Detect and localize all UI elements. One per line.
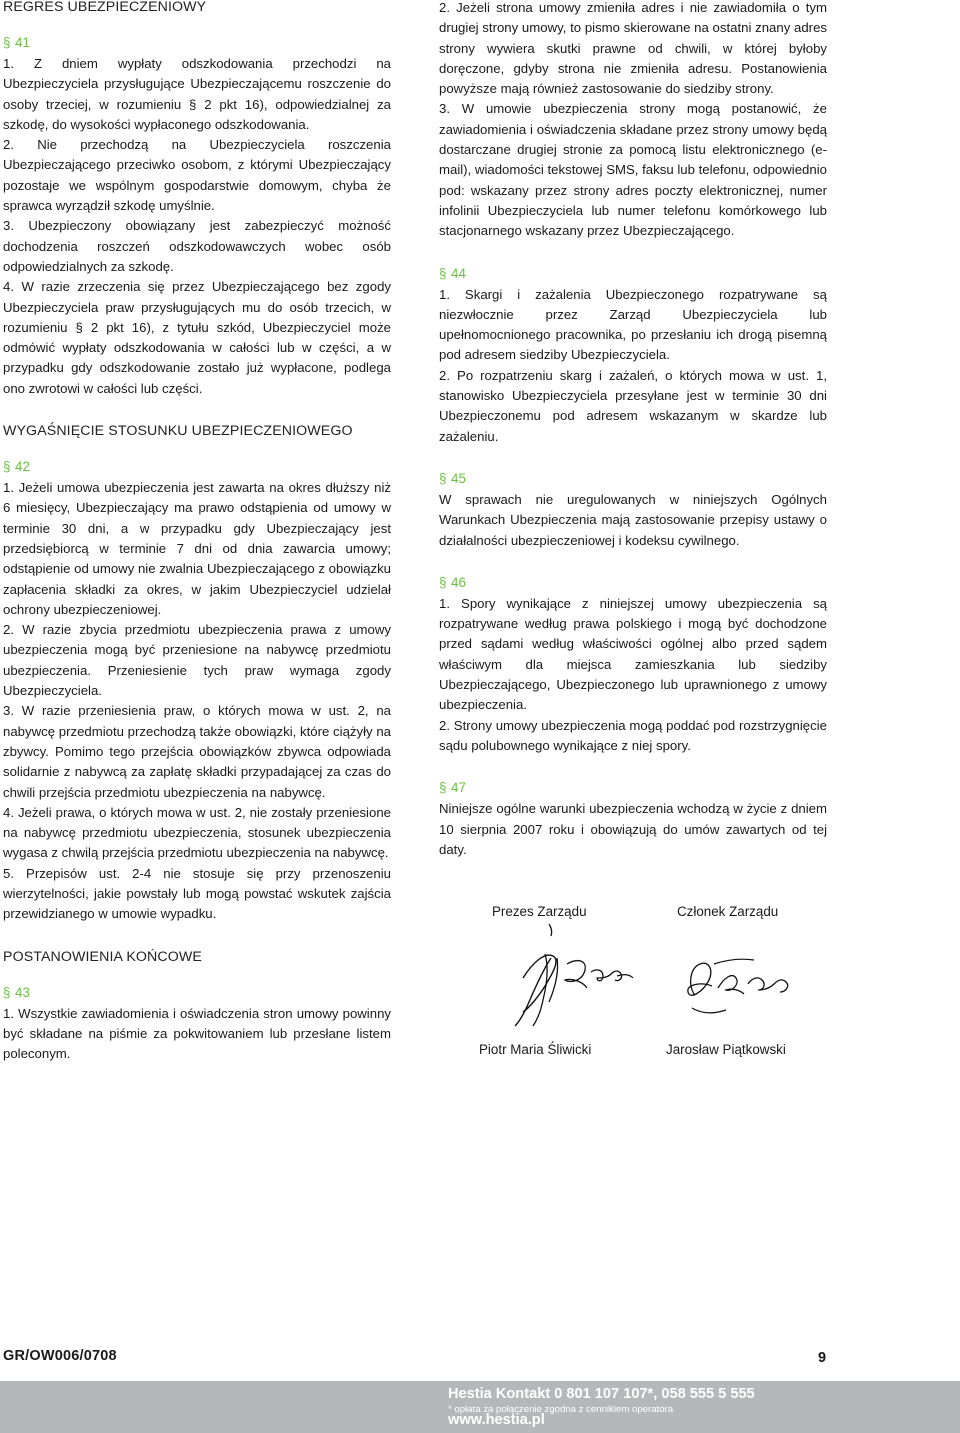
section-44-p1: 1. Skargi i zażalenia Ubezpieczonego rozpatrywane są niezwłocznie przez Zarząd Ubezpieczyciela lub upełnomocnionego pracownika, po przesłaniu ich drogą pisemną pod adresem siedziby Ubezpieczyciela. (439, 286, 827, 363)
signature-title-president: Prezes Zarządu (492, 904, 587, 919)
document-code: GR/OW006/0708 (3, 1348, 117, 1364)
signature-name-president: Piotr Maria Śliwicki (479, 1042, 592, 1057)
section-43-p2: 2. Jeżeli strona umowy zmieniła adres i nie zawiadomiła o tym drugiej strony umowy, to pismo skierowane na ostatni znany adres strony wywiera skutki prawne od chwili, w której byłoby doręczone, gdyby strona nie zmieniła adresu. Postanowienia powyższe mają również zastosowanie do siedziby strony. (439, 0, 827, 97)
section-42-p3: 3. W razie przeniesienia praw, o których mowa w ust. 2, na nabywcę przedmiotu przechodzą także obowiązki, które ciążyły na zbywcy. Pomimo tego przejścia obowiązków zbywca odpowiada solidarnie z nabywcą za zapłatę składki przypadającej za czas do chwili przejścia przedmiotu ubezpieczenia na nabywcę. (3, 703, 391, 800)
section-symbol: § (3, 459, 11, 475)
section-47-number: § 47 (439, 778, 827, 798)
section-42-p2: 2. W razie zbycia przedmiotu ubezpieczenia prawa z umowy ubezpieczenia mogą być przeniesione na nabywcę przedmiotu ubezpieczenia. Przeniesienie tych praw wymaga zgody Ubezpieczyciela. (3, 622, 391, 699)
footer-website-link[interactable]: www.hestia.pl (448, 1412, 545, 1428)
section-43-p1: 1. Wszystkie zawiadomienia i oświadczenia stron umowy powinny być składane na piśmie za pokwitowaniem lub przesłane listem poleconym. (3, 1005, 391, 1062)
heading-regres: REGRES UBEZPIECZENIOWY (3, 0, 207, 15)
signature-name-member: Jarosław Piątkowski (666, 1042, 786, 1057)
section-44-p2: 2. Po rozpatrzeniu skarg i zażaleń, o których mowa w ust. 1, stanowisko Ubezpieczyciela przesyłane jest w terminie 30 dni Ubezpieczonemu pod adresem wskazanym w skardze lub zażaleniu. (439, 367, 827, 444)
right-column (439, 0, 827, 860)
footer-band (0, 1381, 960, 1433)
section-46-p1: 1. Spory wynikające z niniejszej umowy ubezpieczenia są rozpatrywane według prawa polskiego i mogą być dochodzone przed sądami według właściwości ogólnej albo przed sądem właściwym dla miejsca zamieszkania lub siedziby Ubezpieczającego, Ubezpieczonego lub uprawnionego z umowy ubezpieczenia. (439, 595, 827, 713)
heading-wygasniecie: WYGAŚNIĘCIE STOSUNKU UBEZPIECZENIOWEGO (3, 423, 353, 440)
section-symbol: § (3, 984, 11, 1000)
section-46-p2: 2. Strony umowy ubezpieczenia mogą poddać pod rozstrzygnięcie sądu polubownego wynikające z niej spory. (439, 717, 827, 753)
footer-contact: Hestia Kontakt 0 801 107 107*, 058 555 5 555 (448, 1386, 755, 1402)
section-44-number: § 44 (439, 264, 827, 284)
signature-left-handwriting (499, 918, 649, 1038)
section-41-p3: 3. Ubezpieczony obowiązany jest zabezpieczyć możność dochodzenia roszczeń odszkodowawczych wobec osób odpowiedzialnych za szkodę. (3, 218, 391, 274)
section-46-number: § 46 (439, 573, 827, 593)
left-column (3, 0, 391, 1064)
section-41-number: § 41 (3, 33, 391, 53)
signature-title-member: Członek Zarządu (677, 904, 779, 919)
section-45-number: § 45 (439, 469, 827, 489)
footer-note: * opłata za połączenie zgodna z cennikiem operatora (448, 1404, 674, 1415)
section-symbol: § (3, 35, 11, 50)
signature-right-handwriting (674, 934, 814, 1034)
section-42-p1: 1. Jeżeli umowa ubezpieczenia jest zawarta na okres dłuższy niż 6 miesięcy, Ubezpieczający ma prawo odstąpienia od umowy w terminie 30 dni, a w przypadku gdy Ubezpieczający jest przedsiębiorcą w terminie 7 dni od dnia zawarcia umowy; odstąpienie od umowy nie zwalnia Ubezpieczającego z obowiązku zapłacenia składki za okres, w jakim Ubezpieczyciel udzielał ochrony ubezpieczeniowej. (3, 480, 391, 617)
section-symbol: § (439, 265, 447, 281)
section-symbol: § (439, 574, 447, 590)
signature-block (439, 904, 827, 1064)
section-47-p1: Niniejsze ogólne warunki ubezpieczenia wchodzą w życie z dniem 10 sierpnia 2007 roku i obowiązują do umów zawartych od tej daty. (439, 801, 827, 857)
section-45-p1: W sprawach nie uregulowanych w niniejszych Ogólnych Warunkach Ubezpieczenia mają zastosowanie przepisy ustawy o działalności ubezpieczeniowej i kodeksu cywilnego. (439, 491, 827, 548)
heading-postanowienia: POSTANOWIENIA KOŃCOWE (3, 948, 202, 965)
section-41-p1: 1. Z dniem wypłaty odszkodowania przechodzi na Ubezpieczyciela przysługujące Ubezpieczającemu roszczenie do osoby trzeciej, w rozumieniu § 2 pkt 16), odpowiedzialnej za szkodę, do wysokości wypłaconego odszkodowania. (3, 56, 391, 132)
section-42-number: § 42 (3, 457, 391, 477)
section-43-p3: 3. W umowie ubezpieczenia strony mogą postanowić, że zawiadomienia i oświadczenia składane przez strony umowy będą dostarczane drugiej stronie za pomocą listu elektronicznego (e-mail), wiadomości tekstowej SMS, faksu lub telefonu, odpowiednio pod: wskazany przez strony adres poczty elektronicznej, numer infolinii Ubezpieczyciela lub numer telefonu komórkowego lub stacjonarnego wskazany przez Ubezpieczającego. (439, 101, 827, 239)
section-symbol: § (439, 470, 447, 486)
page-number: 9 (818, 1350, 827, 1366)
section-symbol: § (439, 780, 447, 796)
section-42-p5: 5. Przepisów ust. 2-4 nie stosuje się przy przenoszeniu wierzytelności, jakie powstały lub mogą powstać wskutek zajścia przewidzianego w umowie wypadku. (3, 865, 391, 922)
section-42-p4: 4. Jeżeli prawa, o których mowa w ust. 2, nie zostały przeniesione na nabywcę przedmiotu ubezpieczenia, stosunek ubezpieczenia wygasa z chwilą przejścia przedmiotu ubezpieczenia na nabywcę. (3, 804, 391, 861)
section-43-number: § 43 (3, 983, 391, 1003)
section-41-p4: 4. W razie zrzeczenia się przez Ubezpieczającego bez zgody Ubezpieczyciela praw przysługujących mu do osób trzecich, w rozumieniu § 2 pkt 16), z tytułu szkód, Ubezpieczyciel może odmówić wypłaty odszkodowania w całości lub w części, a w przypadku gdy odszkodowanie zostało już wypłacone, podlega ono zwrotowi w całości lub części. (3, 279, 391, 396)
section-41-p2: 2. Nie przechodzą na Ubezpieczyciela roszczenia Ubezpieczającego przeciwko osobom, z którymi Ubezpieczający pozostaje we wspólnym gospodarstwie domowym, chyba że sprawca wyrządził szkodę umyślnie. (3, 137, 391, 214)
